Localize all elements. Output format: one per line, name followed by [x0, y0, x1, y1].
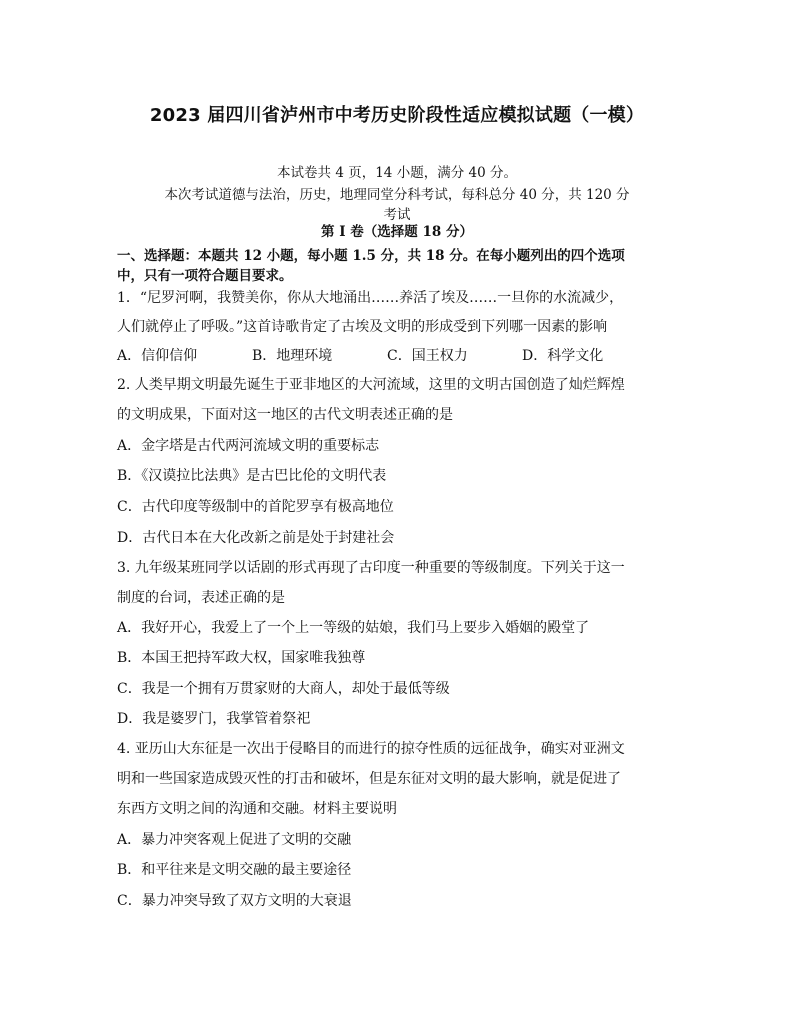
question-2-option-c[interactable]: C．古代印度等级制中的首陀罗享有极高地位	[117, 499, 394, 515]
question-3-option-d[interactable]: D．我是婆罗门，我掌管着祭祀	[117, 711, 311, 727]
question-1-stem-line-1: 1．“尼罗河啊，我赞美你，你从大地涌出……养活了埃及……一旦你的水流减少，	[117, 290, 624, 306]
question-4-stem-line-2: 明和一些国家造成毁灭性的打击和破坏，但是东征对文明的最大影响，就是促进了	[117, 771, 621, 787]
question-2-option-d[interactable]: D．古代日本在大化改新之前是处于封建社会	[117, 530, 395, 546]
question-4-option-a[interactable]: A．暴力冲突客观上促进了文明的交融	[117, 832, 352, 848]
question-4-stem-line-3: 东西方文明之间的沟通和交融。材料主要说明	[117, 801, 397, 817]
question-4-option-c[interactable]: C．暴力冲突导致了双方文明的大衰退	[117, 893, 352, 909]
question-1-stem-line-2: 人们就停止了呼吸。”这首诗歌肯定了古埃及文明的形成受到下列哪一因素的影响	[117, 319, 608, 335]
question-3-option-b[interactable]: B．本国王把持军政大权，国家唯我独尊	[117, 650, 366, 666]
question-3-option-a[interactable]: A．我好开心，我爱上了一个上一等级的姑娘，我们马上要步入婚姻的殿堂了	[117, 620, 590, 636]
question-2-option-b[interactable]: B．《汉谟拉比法典》是古巴比伦的文明代表	[117, 468, 387, 484]
question-4-stem-line-1: 4. 亚历山大东征是一次出于侵略目的而进行的掠夺性质的远征战争，确实对亚洲文	[117, 741, 625, 757]
question-3-stem-line-2: 制度的台词，表述正确的是	[117, 590, 285, 606]
question-1-option-a[interactable]: A．信仰信仰	[117, 348, 198, 364]
question-2-option-a[interactable]: A．金字塔是古代两河流域文明的重要标志	[117, 438, 380, 454]
question-1-option-b[interactable]: B．地理环境	[252, 348, 333, 364]
question-1-option-d[interactable]: D．科学文化	[522, 348, 604, 364]
section-instruction-line-2: 中，只有一项符合题目要求。	[117, 268, 293, 284]
question-4-option-b[interactable]: B．和平往来是文明交融的最主要途径	[117, 862, 352, 878]
exam-info-line-1: 本试卷共 4 页，14 小题，满分 40 分。	[277, 165, 517, 181]
question-1-option-c[interactable]: C．国王权力	[387, 348, 468, 364]
exam-title: 2023 届四川省泸州市中考历史阶段性适应模拟试题（一模）	[149, 105, 645, 126]
exam-info-line-2: 本次考试道德与法治，历史，地理同堂分科考试，每科总分 40 分，共 120 分	[164, 187, 630, 203]
question-3-option-c[interactable]: C．我是一个拥有万贯家财的大商人，却处于最低等级	[117, 681, 450, 697]
question-3-stem-line-1: 3. 九年级某班同学以话剧的形式再现了古印度一种重要的等级制度。下列关于这一	[117, 560, 625, 576]
exam-info-line-3: 考试	[383, 207, 411, 223]
section-instruction-line-1: 一、选择题：本题共 12 小题，每小题 1.5 分，共 18 分。在每小题列出的四个选项	[117, 248, 625, 264]
part-title: 第 I 卷（选择题 18 分）	[321, 224, 473, 240]
question-1-options	[117, 345, 603, 365]
question-2-stem-line-2: 的文明成果，下面对这一地区的古代文明表述正确的是	[117, 407, 453, 423]
question-2-stem-line-1: 2. 人类早期文明最先诞生于亚非地区的大河流域，这里的文明古国创造了灿烂辉煌	[117, 377, 625, 393]
